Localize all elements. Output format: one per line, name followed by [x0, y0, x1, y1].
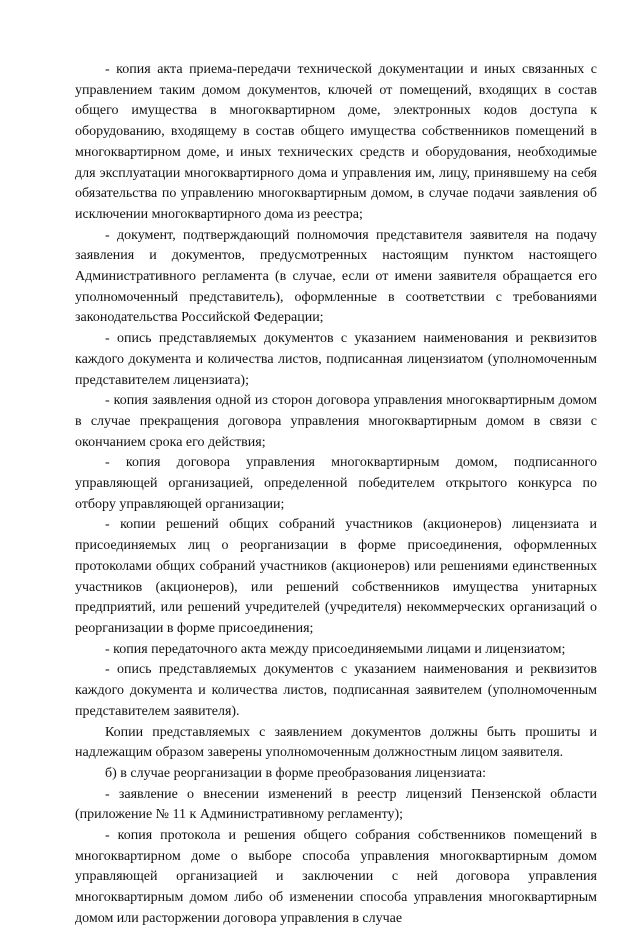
paragraph-termination-application: - копия заявления одной из сторон договора управления многоквартирным домом в случае прекращения договора управления многоквартирным домом в связи с окончанием срока его действия; — [75, 393, 597, 450]
paragraph-act-copy: - копия акта приема-передачи технической документации и иных связанных с управлением таким домом документов, ключей от помещений, входящих в состав общего имущества в многоквартирном доме, электронных кодов доступа к оборудованию, входящему в состав общего имущества собственников помещений в многоквартирном доме, и иных технических средств и оборудования, необходимые для эксплуатации многоквартирного дома и управления им, лицу, принявшему на себя обязательства по управлению многоквартирным домом, в случае подачи заявления об исключении многоквартирного дома из реестра; — [75, 62, 597, 222]
paragraph-inventory-licensee: - опись представляемых документов с указанием наименования и реквизитов каждого документа и количества листов, подписанная лицензиатом (уполномоченным представителем лицензиата); — [75, 331, 597, 388]
paragraph-meeting-decisions: - копии решений общих собраний участников (акционеров) лицензиата и присоединяемых лиц о реорганизации в форме присоединения, оформленных протоколами общих собраний участников (акционеров) или решениями единственных участников (акционеров), или решений собственников имущества унитарных предприятий, или решений учредителей (учредителя) некоммерческих организаций о реорганизации в форме присоединения; — [75, 517, 597, 636]
paragraph-transfer-act: - копия передаточного акта между присоединяемыми лицами и лицензиатом; — [105, 641, 566, 657]
document-page — [75, 60, 597, 930]
paragraph-representative-authority: - документ, подтверждающий полномочия представителя заявителя на подачу заявления и документов, предусмотренных настоящим пунктом настоящего Административного регламента (в случае, если от имени заявителя обращается его уполномоченный представитель), оформленные в соответствии с требованиями законодательства Российской Федерации; — [75, 227, 597, 326]
paragraph-inventory-applicant: - опись представляемых документов с указанием наименования и реквизитов каждого документа и количества листов, подписанная заявителем (уполномоченным представителем заявителя). — [75, 662, 597, 719]
paragraph-protocol-copy: - копия протокола и решения общего собрания собственников помещений в многоквартирном доме о выборе способа управления многоквартирным домом управляющей организацией и заключении с ней договора управления многоквартирным домом либо об изменении способа управления многоквартирным домом или расторжении договора управления в случае — [75, 828, 597, 926]
paragraph-transformation-heading: б) в случае реорганизации в форме преобразования лицензиата: — [105, 765, 486, 781]
paragraph-registry-change-application: - заявление о внесении изменений в реестр лицензий Пензенской области (приложение № 11 к Административному регламенту); — [75, 786, 597, 823]
paragraph-certified-copies: Копии представляемых с заявлением документов должны быть прошиты и надлежащим образом заверены уполномоченным должностным лицом заявителя. — [75, 724, 597, 761]
paragraph-management-contract: - копия договора управления многоквартирным домом, подписанного управляющей организацией, определенной победителем открытого конкурса по отбору управляющей организации; — [75, 455, 597, 512]
